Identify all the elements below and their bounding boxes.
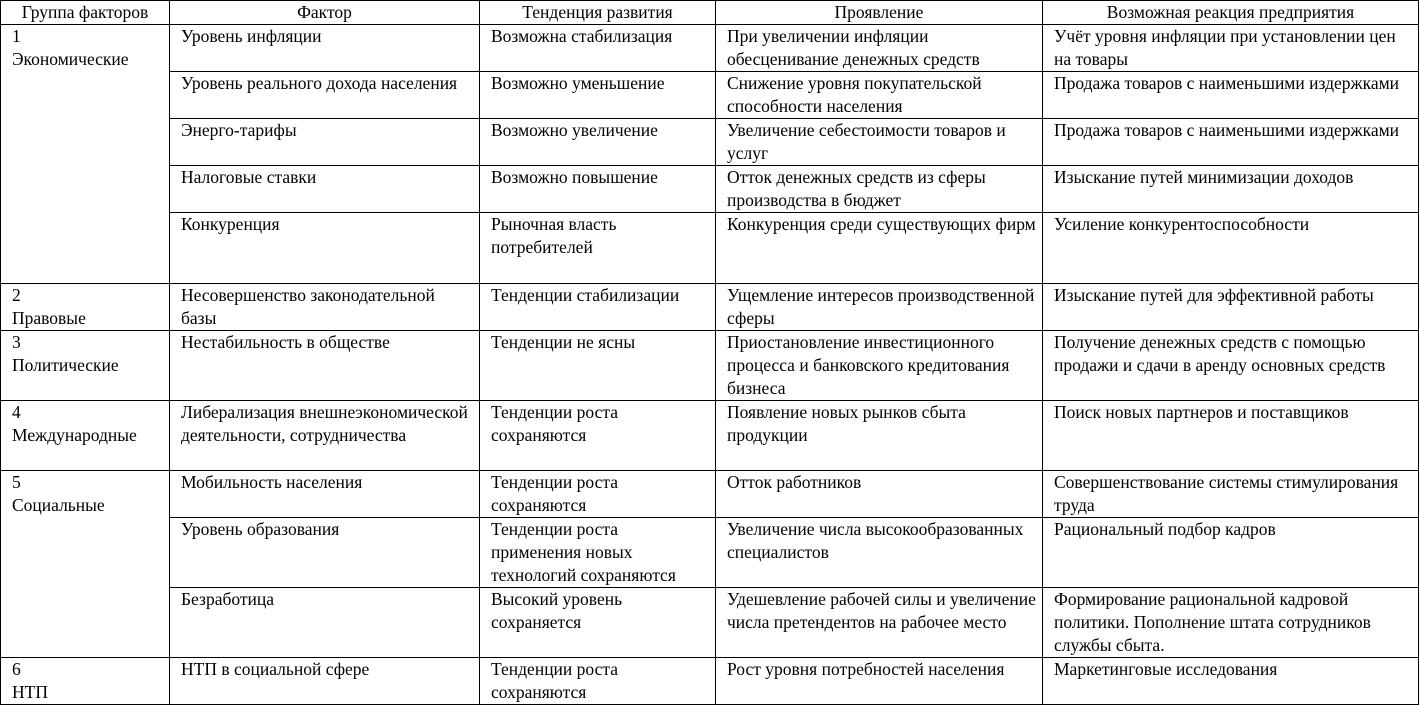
group-number: 4 <box>12 402 21 422</box>
tendency-cell: Возможно уменьшение <box>480 72 716 119</box>
reaction-cell: Изыскание путей для эффективной работы <box>1043 284 1419 331</box>
group-number: 6 <box>12 659 21 679</box>
reaction-cell: Продажа товаров с наименьшими издержками <box>1043 72 1419 119</box>
table-row <box>1 401 1419 471</box>
table-row <box>1 284 1419 331</box>
group-name: Экономические <box>12 49 129 69</box>
factor-cell: Уровень реального дохода населения <box>170 72 480 119</box>
manifestation-cell: Появление новых рынков сбыта продукции <box>716 401 1043 471</box>
header-manifestation: Проявление <box>716 1 1043 25</box>
header-group: Группа факторов <box>1 1 170 25</box>
manifestation-cell: Увеличение числа высокообразованных специалистов <box>716 518 1043 588</box>
group-cell <box>1 658 170 705</box>
header-factor: Фактор <box>170 1 480 25</box>
factor-cell: Уровень образования <box>170 518 480 588</box>
factor-cell: Либерализация внешнеэкономической деятельности, сотрудничества <box>170 401 480 471</box>
factor-cell: Несовершенство законодательной базы <box>170 284 480 331</box>
table-row <box>1 25 1419 72</box>
reaction-cell: Рациональный подбор кадров <box>1043 518 1419 588</box>
reaction-cell: Получение денежных средств с помощью продажи и сдачи в аренду основных средств <box>1043 331 1419 401</box>
tendency-cell: Тенденции роста сохраняются <box>480 401 716 471</box>
header-reaction: Возможная реакция предприятия <box>1043 1 1419 25</box>
table-row <box>1 518 1419 588</box>
group-name: Правовые <box>12 308 86 328</box>
group-name: Политические <box>12 355 119 375</box>
manifestation-cell: Отток работников <box>716 471 1043 518</box>
group-name: Международные <box>12 425 137 445</box>
group-name: Социальные <box>12 495 105 515</box>
manifestation-cell: Удешевление рабочей силы и увеличение числа претендентов на рабочее место <box>716 588 1043 658</box>
tendency-cell: Тенденции роста сохраняются <box>480 658 716 705</box>
factor-cell: Налоговые ставки <box>170 166 480 213</box>
group-number: 3 <box>12 332 21 352</box>
manifestation-cell: Приостановление инвестиционного процесса и банковского кредитования бизнеса <box>716 331 1043 401</box>
group-cell <box>1 471 170 658</box>
reaction-cell: Продажа товаров с наименьшими издержками <box>1043 119 1419 166</box>
factor-cell: Нестабильность в обществе <box>170 331 480 401</box>
table-row <box>1 213 1419 284</box>
manifestation-cell: Конкуренция среди существующих фирм <box>716 213 1043 284</box>
factor-cell: Энерго-тарифы <box>170 119 480 166</box>
manifestation-cell: Снижение уровня покупательской способности населения <box>716 72 1043 119</box>
header-tendency: Тенденция развития <box>480 1 716 25</box>
group-number: 5 <box>12 472 21 492</box>
factor-cell: Конкуренция <box>170 213 480 284</box>
reaction-cell: Формирование рациональной кадровой политики. Пополнение штата сотрудников службы сбыта. <box>1043 588 1419 658</box>
table-row <box>1 658 1419 705</box>
tendency-cell: Рыночная власть потребителей <box>480 213 716 284</box>
group-cell <box>1 331 170 401</box>
reaction-cell: Учёт уровня инфляции при установлении цен на товары <box>1043 25 1419 72</box>
manifestation-cell: Рост уровня потребностей населения <box>716 658 1043 705</box>
tendency-cell: Высокий уровень сохраняется <box>480 588 716 658</box>
manifestation-cell: Ущемление интересов производственной сферы <box>716 284 1043 331</box>
group-cell <box>1 25 170 284</box>
group-cell <box>1 401 170 471</box>
tendency-cell: Тенденции стабилизации <box>480 284 716 331</box>
reaction-cell: Совершенствование системы стимулирования труда <box>1043 471 1419 518</box>
tendency-cell: Возможно повышение <box>480 166 716 213</box>
manifestation-cell: Увеличение себестоимости товаров и услуг <box>716 119 1043 166</box>
manifestation-cell: Отток денежных средств из сферы производства в бюджет <box>716 166 1043 213</box>
factor-cell: НТП в социальной сфере <box>170 658 480 705</box>
tendency-cell: Тенденции не ясны <box>480 331 716 401</box>
group-name: НТП <box>12 682 48 702</box>
tendency-cell: Тенденции роста применения новых технологий сохраняются <box>480 518 716 588</box>
reaction-cell: Усиление конкурентоспособности <box>1043 213 1419 284</box>
tendency-cell: Возможна стабилизация <box>480 25 716 72</box>
table-row <box>1 119 1419 166</box>
table-row <box>1 72 1419 119</box>
group-number: 2 <box>12 285 21 305</box>
group-number: 1 <box>12 26 21 46</box>
factor-cell: Уровень инфляции <box>170 25 480 72</box>
reaction-cell: Поиск новых партнеров и поставщиков <box>1043 401 1419 471</box>
table-row <box>1 166 1419 213</box>
table-body <box>1 25 1419 705</box>
table-row <box>1 588 1419 658</box>
header-row <box>1 1 1419 25</box>
reaction-cell: Изыскание путей минимизации доходов <box>1043 166 1419 213</box>
table-row <box>1 471 1419 518</box>
manifestation-cell: При увеличении инфляции обесценивание денежных средств <box>716 25 1043 72</box>
tendency-cell: Тенденции роста сохраняются <box>480 471 716 518</box>
table-row <box>1 331 1419 401</box>
factor-cell: Безработица <box>170 588 480 658</box>
tendency-cell: Возможно увеличение <box>480 119 716 166</box>
group-cell <box>1 284 170 331</box>
factor-cell: Мобильность населения <box>170 471 480 518</box>
reaction-cell: Маркетинговые исследования <box>1043 658 1419 705</box>
